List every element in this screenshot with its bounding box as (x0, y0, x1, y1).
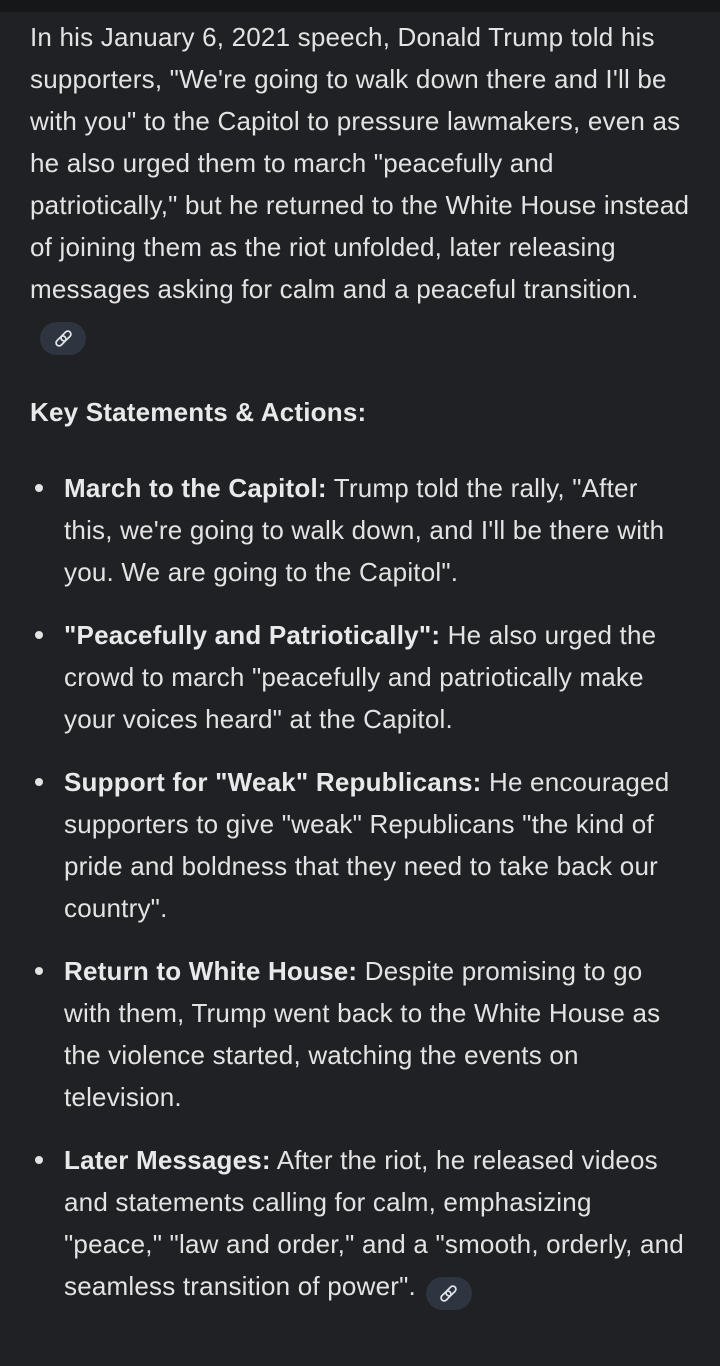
bullet-body: Trump told the rally, "After this, we're going to walk down, and I'll be there with you. We are going to the Capitol". (64, 473, 665, 587)
key-statements-list (30, 467, 690, 1310)
bullet-lead: Later Messages: (64, 1145, 271, 1175)
bullet-body: He encouraged supporters to give "weak" Republicans "the kind of pride and boldness that they need to take back our country". (64, 767, 670, 923)
bullet-body: Despite promising to go with them, Trump went back to the White House as the violence started, watching the events on television. (64, 956, 661, 1112)
bullet-body: He also urged the crowd to march "peacefully and patriotically make your voices heard" at the Capitol. (64, 620, 657, 734)
source-link-button[interactable] (426, 1277, 472, 1310)
section-heading: Key Statements & Actions: (30, 397, 367, 427)
link-icon (53, 328, 74, 349)
bullet-lead: "Peacefully and Patriotically": (64, 620, 441, 650)
bullet-lead: Support for "Weak" Republicans: (64, 767, 482, 797)
bullet-body: After the riot, he released videos and statements calling for calm, emphasizing "peace," "law and order," and a "smooth, orderly, and seamless transition of power". (64, 1145, 684, 1301)
list-item (30, 467, 690, 593)
link-icon (438, 1283, 459, 1304)
intro-paragraph (30, 16, 690, 355)
top-edge-strip (0, 0, 720, 12)
list-item (30, 614, 690, 740)
bullet-lead: March to the Capitol: (64, 473, 327, 503)
list-item (30, 950, 690, 1118)
list-item (30, 761, 690, 929)
source-link-button[interactable] (40, 322, 86, 355)
list-item (30, 1139, 690, 1310)
bullet-lead: Return to White House: (64, 956, 358, 986)
intro-text: In his January 6, 2021 speech, Donald Trump told his supporters, "We're going to walk down there and I'll be with you" to the Capitol to pressure lawmakers, even as he also urged them to march "peacefully and patriotically," but he returned to the White House instead of joining them as the riot unfolded, later releasing messages asking for calm and a peaceful transition. (30, 22, 690, 304)
